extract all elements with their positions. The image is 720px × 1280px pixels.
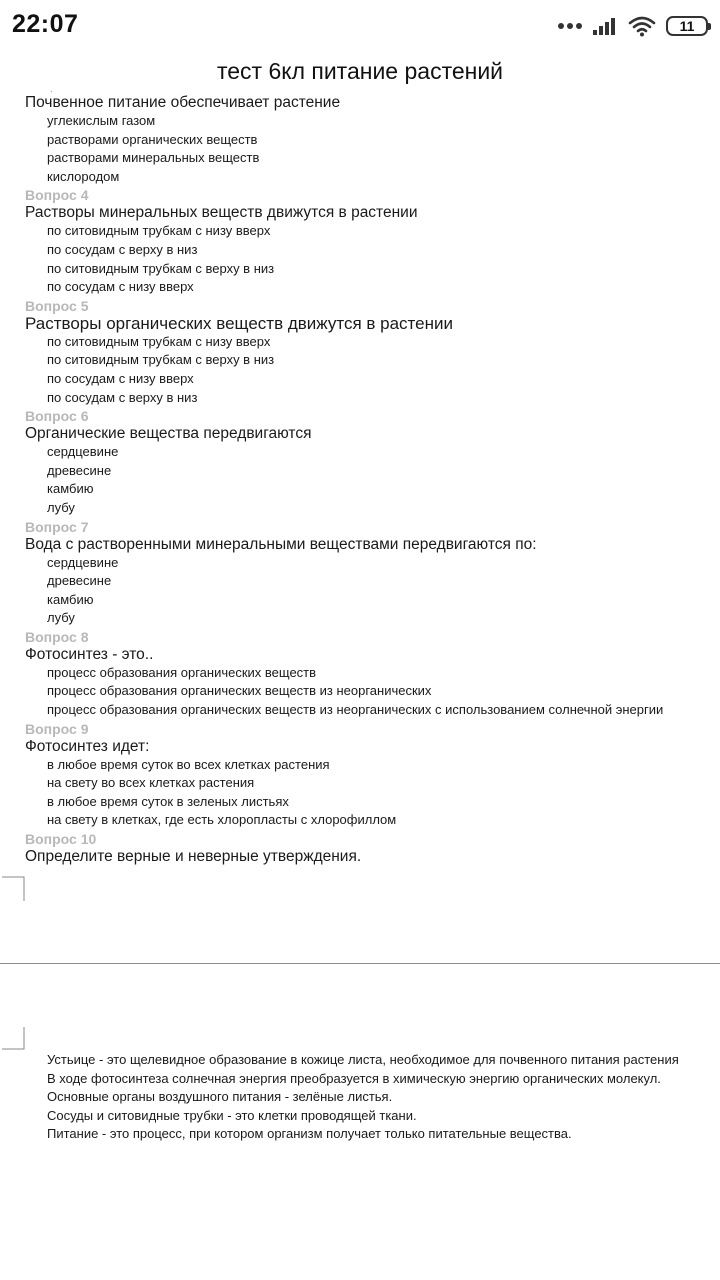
answer-option-text: по сосудам с низу вверх	[47, 370, 194, 386]
question-text: Фотосинтез идет:	[25, 737, 150, 755]
question-text: Фотосинтез - это..	[25, 645, 154, 663]
answer-option	[0, 572, 720, 591]
statement-item	[0, 1088, 720, 1107]
statement-text: В ходе фотосинтеза солнечная энергия преобразуется в химическую энергию органических молекул.	[47, 1070, 661, 1086]
status-bar	[0, 0, 720, 52]
statement-text: Устьице - это щелевидное образование в кожице листа, необходимое для почвенного питания растения	[47, 1052, 679, 1067]
question-number-label: Вопрос 7	[25, 518, 89, 535]
answer-option-text: лубу	[47, 499, 75, 515]
statement-text: Питание - это процесс, при котором организм получает только питательные вещества.	[47, 1126, 572, 1142]
answer-option	[0, 462, 720, 481]
page-break-line	[0, 963, 720, 964]
answer-option-text: процесс образования органических веществ из неорганических с использованием солнечной энергии	[47, 702, 664, 718]
statement-text: Сосуды и ситовидные трубки - это клетки проводящей ткани.	[47, 1107, 417, 1123]
answer-option	[0, 278, 720, 297]
statement-list	[0, 1051, 720, 1144]
answer-option	[0, 241, 720, 260]
answer-option	[0, 664, 720, 683]
document-title: тест 6кл питание растений	[216, 58, 504, 84]
question-text: Растворы органических веществ движутся в растении	[25, 313, 453, 333]
answer-option-text: кислородом	[47, 168, 120, 184]
status-time: 22:07	[12, 10, 79, 38]
answer-option	[0, 682, 720, 701]
answer-option-text: растворами органических веществ	[47, 131, 258, 147]
answer-option-text: в любое время суток во всех клетках растения	[47, 756, 330, 772]
answer-option	[0, 793, 720, 812]
answer-option	[0, 756, 720, 775]
battery-icon	[666, 16, 708, 36]
answer-option-text: процесс образования органических веществ	[47, 664, 317, 680]
statement-item	[0, 1051, 720, 1070]
statement-item	[0, 1125, 720, 1144]
answer-option	[0, 370, 720, 389]
question-text: Почвенное питание обеспечивает растение	[25, 94, 341, 111]
answer-option	[0, 149, 720, 168]
answer-option	[0, 591, 720, 610]
answer-option	[0, 554, 720, 573]
answer-option-text: древесине	[47, 462, 112, 478]
answer-option-text: лубу	[47, 610, 75, 626]
answer-option	[0, 131, 720, 150]
question-number-label: Вопрос 4	[25, 187, 89, 204]
battery-level: 11	[679, 18, 695, 34]
statement-item	[0, 1070, 720, 1089]
signal-icon	[592, 16, 618, 36]
answer-option-text: по ситовидным трубкам с низу вверх	[47, 333, 271, 349]
answer-option-text: по сосудам с верху в низ	[47, 241, 198, 257]
answer-option-text: по сосудам с низу вверх	[47, 279, 194, 295]
answer-option	[0, 480, 720, 499]
answer-option-text: сердцевине	[47, 444, 119, 460]
wifi-icon	[628, 15, 656, 37]
answer-option-text: на свету во всех клетках растения	[47, 775, 255, 791]
question-text: Растворы минеральных веществ движутся в растении	[25, 204, 418, 222]
answer-option-text: камбию	[47, 591, 94, 607]
top-fragment: .	[50, 84, 53, 95]
answer-option	[0, 774, 720, 793]
answer-option-text: по ситовидным трубкам с верху в низ	[47, 352, 275, 368]
question-number-label: Вопрос 5	[25, 297, 89, 314]
more-dots-icon	[558, 23, 582, 29]
statement-text: Основные органы воздушного питания - зелёные листья.	[47, 1089, 393, 1105]
answer-option	[0, 701, 720, 720]
answer-option	[0, 112, 720, 131]
answer-option-text: по сосудам с верху в низ	[47, 389, 198, 405]
answer-option	[0, 222, 720, 241]
answer-option-text: по ситовидным трубкам с низу вверх	[47, 223, 271, 239]
question-list	[0, 93, 720, 866]
statement-item	[0, 1107, 720, 1126]
answer-option	[0, 811, 720, 830]
answer-option	[0, 351, 720, 370]
answer-option	[0, 260, 720, 279]
question-text: Органические вещества передвигаются	[25, 425, 312, 443]
answer-option-text: процесс образования органических веществ из неорганических	[47, 683, 432, 699]
answer-option-text: растворами минеральных веществ	[47, 150, 260, 166]
page-corner-marker-top	[0, 875, 30, 905]
question-text: Определите верные и неверные утверждения.	[25, 848, 362, 866]
question-number-label: Вопрос 9	[25, 720, 89, 737]
question-number-label: Вопрос 8	[25, 628, 89, 645]
answer-option-text: сердцевине	[47, 554, 119, 570]
question-number-label: Вопрос 6	[25, 408, 89, 425]
answer-option	[0, 609, 720, 628]
question-number-label: Вопрос 10	[25, 831, 97, 848]
answer-option-text: на свету в клетках, где есть хлоропласты с хлорофиллом	[47, 812, 397, 828]
status-icons	[558, 14, 708, 38]
answer-option-text: в любое время суток в зеленых листьях	[47, 793, 289, 809]
answer-option	[0, 443, 720, 462]
answer-option-text: углекислым газом	[47, 113, 156, 128]
answer-option-text: по ситовидным трубкам с верху в низ	[47, 260, 275, 276]
answer-option	[0, 389, 720, 408]
answer-option	[0, 333, 720, 352]
question-text: Вода с растворенными минеральными веществами передвигаются по:	[25, 535, 537, 553]
answer-option-text: древесине	[47, 573, 112, 589]
answer-option	[0, 499, 720, 518]
answer-option	[0, 168, 720, 187]
answer-option-text: камбию	[47, 481, 94, 497]
